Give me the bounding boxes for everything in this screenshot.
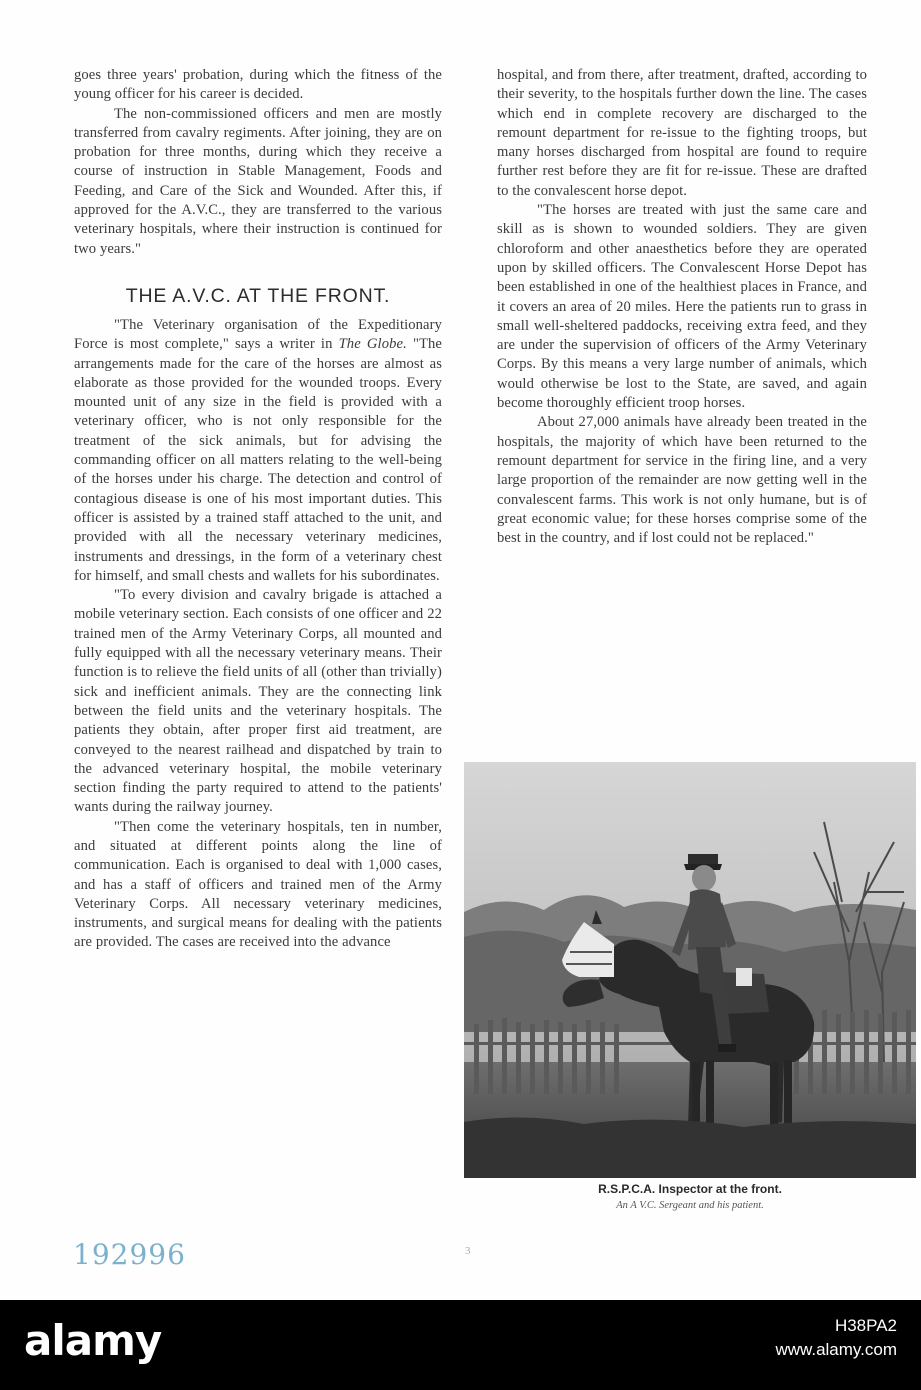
photograph [464, 762, 916, 1178]
watermark-footer [0, 1300, 921, 1390]
section-heading: THE A.V.C. AT THE FRONT. [125, 284, 391, 307]
left-column [74, 66, 442, 953]
alamy-logo: alamy [24, 1316, 162, 1365]
paragraph: The non-commissioned officers and men are mostly transferred from cavalry regiments. After joining, they are on probation for three months, during which they receive a course of instruction in Stable Management, Foods and Feeding, and Care of the Sick and Wounded. After this, if approved for the A.V.C., they are transferred to the various veterinary hospitals, where their instruction is continued for two years." [74, 105, 442, 257]
right-column [497, 66, 867, 548]
paragraph-text: "The Veterinary organisation of the Expeditionary Force is most complete," says a writer in [74, 316, 442, 353]
paragraph: "To every division and cavalry brigade is attached a mobile veterinary section. Each consists of one officer and 22 trained men of the Army Veterinary Corps, all mounted and fully equipped with all the necessary veterinary means. Their function is to relieve the field units of all (other than trivially) sick and inefficient animals. They are the connecting link between the field units and the veterinary hospitals. The patients they obtain, after proper first aid treatment, are conveyed to the nearest railhead and dispatched by train to the advanced veterinary hospital, the mobile veterinary section finding the party required to attend to the patients' wants during the railway journey. [74, 587, 442, 816]
page-number: 3 [465, 1245, 471, 1257]
paragraph: hospital, and from there, after treatment, drafted, according to their severity, to the hospitals further down the line. The cases which end in complete recovery are discharged to the remount department for re-issue to the fighting troops, but many horses discharged from hospital are found to require further rest before they are fit for re-issue. These are drafted to the convalescent horse depot. [497, 67, 867, 199]
paragraph: "Then come the veterinary hospitals, ten in number, and situated at different points along the line of communication. Each is organised to deal with 1,000 cases, and has a staff of officers and trained men of the Army Veterinary Corps. All necessary veterinary medicines, instruments, and surgical means for dealing with the patients are provided. The cases are received into the advance [74, 818, 442, 951]
figure-caption: R.S.P.C.A. Inspector at the front. [598, 1182, 782, 1196]
source-title: The Globe. [338, 336, 407, 353]
accession-stamp: 192996 [73, 1238, 186, 1271]
figure-subcaption: An A V.C. Sergeant and his patient. [616, 1200, 764, 1211]
paragraph: About 27,000 animals have already been treated in the hospitals, the majority of which have been returned to the remount department for service in the firing line, and a very large proportion of the remainder are now getting well in the convalescent farms. This work is not only humane, but is of great economic value; for these horses comprise some of the best in the country, and if lost could not be replaced." [497, 414, 867, 547]
image-id: H38PA2 [834, 1316, 897, 1335]
paragraph-text: "The arrangements made for the care of the horses are almost as elaborate as those provided for the wounded troops. Every mounted unit of any size in the field is provided with a veterinary officer, who is not only responsible for the treatment of the sick animals, but for advising the commanding officer on all matters relating to the well-being of the horses under his charge. The detection and control of contagious disease is one of his most important duties. This officer is assisted by a trained staff attached to the unit, and provided with all the necessary veterinary medicines, instruments and dressings, in the form of a veterinary chest for himself, and small chests and wallets for his subordinates. [74, 336, 442, 584]
paragraph: "The horses are treated with just the same care and skill as is shown to wounded soldiers. They are given chloroform and other anaesthetics before they are operated upon by skilled officers. The Convalescent Horse Depot has been established in one of the healthiest places in France, and it covers an area of 20 miles. Here the patients run to grass in small well-sheltered paddocks, receiving extra feed, and they are under the supervision of officers of the Army Veterinary Corps. By this means a very large number of animals, which would otherwise be lost to the State, are saved, and again become thoroughly efficient troop horses. [497, 202, 867, 412]
paragraph: goes three years' probation, during which the fitness of the young officer for his career is decided. [74, 67, 442, 103]
image-credit [775, 1314, 897, 1362]
site-url: www.alamy.com [775, 1340, 897, 1359]
paragraph [74, 316, 442, 586]
horse-and-rider-photo [464, 762, 916, 1178]
